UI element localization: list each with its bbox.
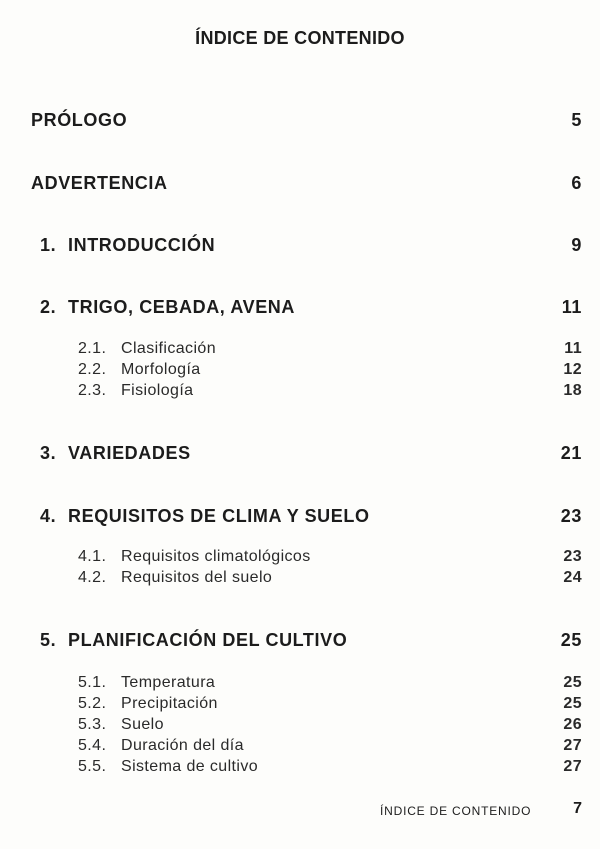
toc-entry-label: PLANIFICACIÓN DEL CULTIVO bbox=[68, 630, 348, 650]
toc-subentry-number: 4.2. bbox=[78, 569, 107, 586]
toc-subentry-page: 27 bbox=[563, 737, 582, 754]
toc-entry-page: 6 bbox=[571, 173, 582, 193]
toc-subentry-label: Requisitos del suelo bbox=[121, 569, 273, 586]
toc-subentry-label: Sistema de cultivo bbox=[121, 758, 259, 775]
toc-subentry-number: 5.4. bbox=[78, 737, 107, 754]
toc-subentry-number: 5.2. bbox=[78, 695, 107, 712]
toc-subentry-number: 4.1. bbox=[78, 548, 107, 565]
toc-subentry-label: Clasificación bbox=[121, 340, 217, 357]
toc-subentry-label: Morfología bbox=[121, 361, 201, 378]
toc-entry-trigo-cebada-avena bbox=[0, 297, 600, 321]
toc-entry-page: 21 bbox=[560, 443, 582, 463]
toc-subentry-sistema-cultivo bbox=[0, 758, 600, 782]
toc-entry-number: 2. bbox=[40, 297, 57, 317]
toc-entry-page: 5 bbox=[571, 110, 582, 130]
toc-subentry-fisiologia bbox=[0, 382, 600, 406]
toc-subentry-label: Fisiología bbox=[121, 382, 194, 399]
toc-subentry-number: 5.3. bbox=[78, 716, 107, 733]
toc-entry-prologo bbox=[0, 110, 600, 134]
toc-subentry-requisitos-suelo bbox=[0, 569, 600, 593]
toc-subentry-number: 5.1. bbox=[78, 674, 107, 691]
toc-subentry-label: Requisitos climatológicos bbox=[121, 548, 311, 565]
toc-subentry-page: 23 bbox=[563, 548, 582, 565]
toc-entry-page: 23 bbox=[560, 506, 582, 526]
toc-entry-label: PRÓLOGO bbox=[31, 110, 128, 130]
toc-entry-label: INTRODUCCIÓN bbox=[68, 235, 216, 255]
toc-subentry-label: Precipitación bbox=[121, 695, 218, 712]
toc-entry-number: 3. bbox=[40, 443, 57, 463]
toc-entry-label: REQUISITOS DE CLIMA Y SUELO bbox=[68, 506, 370, 526]
toc-subentry-label: Suelo bbox=[121, 716, 164, 733]
toc-entry-planificacion-cultivo bbox=[0, 630, 600, 654]
toc-subentry-number: 5.5. bbox=[78, 758, 107, 775]
toc-subentry-page: 27 bbox=[563, 758, 582, 775]
page-title: ÍNDICE DE CONTENIDO bbox=[195, 28, 405, 48]
toc-entry-number: 4. bbox=[40, 506, 57, 526]
toc-subentry-page: 25 bbox=[563, 674, 582, 691]
toc-entry-introduccion bbox=[0, 235, 600, 259]
toc-entry-label: VARIEDADES bbox=[68, 443, 191, 463]
running-footer-title: ÍNDICE DE CONTENIDO bbox=[380, 804, 532, 818]
toc-subentry-page: 11 bbox=[564, 340, 582, 357]
toc-entry-page: 9 bbox=[571, 235, 582, 255]
toc-subentry-page: 24 bbox=[563, 569, 582, 586]
toc-entry-label: TRIGO, CEBADA, AVENA bbox=[68, 297, 296, 317]
toc-subentry-number: 2.1. bbox=[78, 340, 107, 357]
toc-subentry-number: 2.2. bbox=[78, 361, 107, 378]
toc-subentry-page: 18 bbox=[563, 382, 582, 399]
toc-entry-number: 1. bbox=[40, 235, 57, 255]
toc-subentry-label: Duración del día bbox=[121, 737, 244, 754]
toc-subentry-page: 12 bbox=[563, 361, 582, 378]
toc-entry-page: 11 bbox=[561, 297, 582, 317]
toc-subentry-number: 2.3. bbox=[78, 382, 107, 399]
toc-subentry-label: Temperatura bbox=[121, 674, 216, 691]
toc-entry-requisitos-clima-suelo bbox=[0, 506, 600, 530]
toc-entry-advertencia bbox=[0, 173, 600, 197]
toc-entry-page: 25 bbox=[560, 630, 582, 650]
toc-subentry-page: 26 bbox=[563, 716, 582, 733]
page-number: 7 bbox=[573, 800, 582, 817]
toc-subentry-page: 25 bbox=[563, 695, 582, 712]
toc-entry-variedades bbox=[0, 443, 600, 467]
toc-entry-label: ADVERTENCIA bbox=[31, 173, 168, 193]
toc-entry-number: 5. bbox=[40, 630, 57, 650]
